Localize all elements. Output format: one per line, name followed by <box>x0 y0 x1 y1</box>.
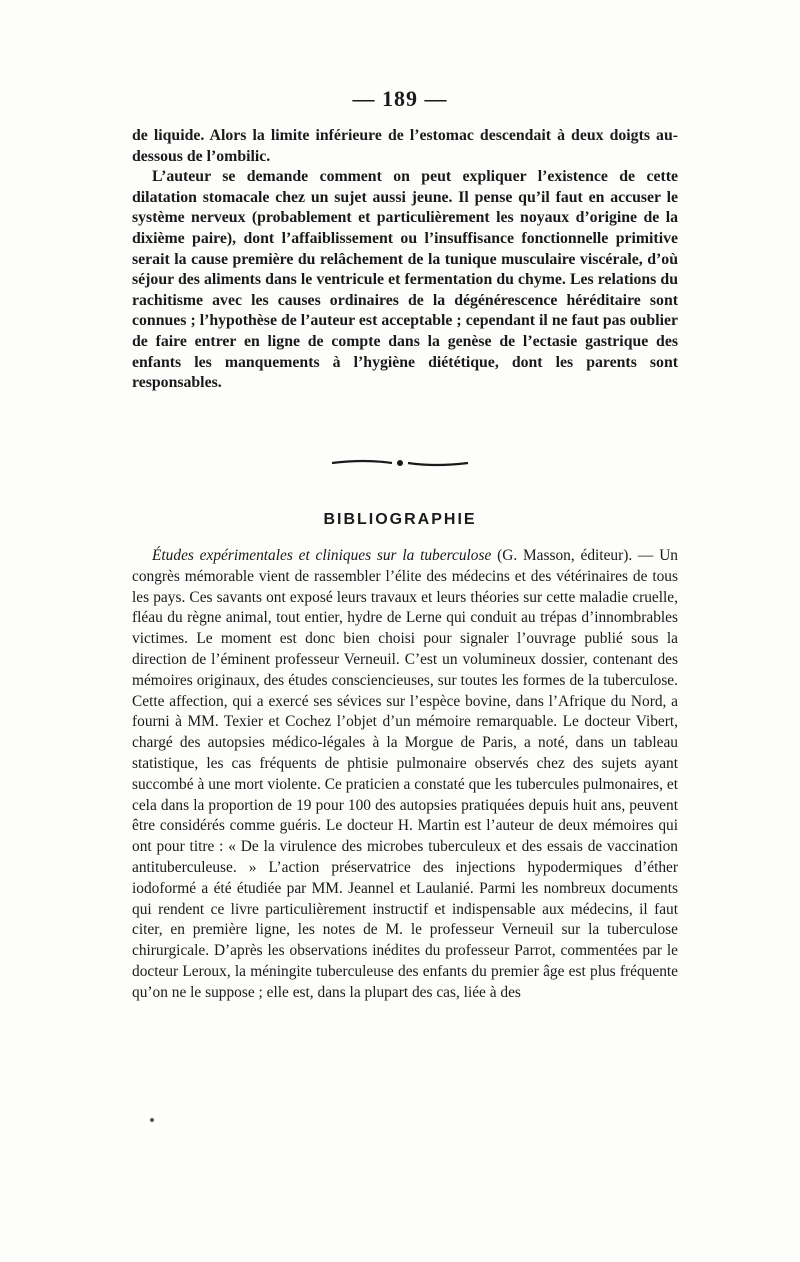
ink-dot <box>150 1118 154 1122</box>
paragraph-continuation: de liquide. Alors la limite inférieure de l’estomac descendait à deux doigts au-dessous de l’ombilic. <box>132 127 678 165</box>
paragraph-author-discussion-text: L’auteur se demande comment on peut expliquer l’existence de cette dilatation stomacale chez un sujet aussi jeune. Il pense qu’il faut en accuser le système nerveux (probablement et particulièrement les noyaux d’origine de la dixième paire), dont l’affaiblissement ou l’insuffisance fonctionnelle primitive serait la cause première du relâchement de la tunique musculaire viscérale, d’où séjour des aliments dans le ventricule et fermentation du chyme. Les relations du rachitisme avec les causes ordinaires de la dégénérescence héréditaire sont connues ; l’hypothèse de l’auteur est acceptable ; cependant il ne faut pas oublier de faire entrer en ligne de compte dans la genèse de l’ectasie gastrique des enfants les manquements à l’hygiène diététique, dont les parents sont responsables. <box>132 168 678 392</box>
section-separator <box>330 458 470 468</box>
entry-body: Un congrès mémorable vient de rassembler l’élite des médecins et des vétérinaires de tous les pays. Ces savants ont exposé leurs travaux et leurs théories sur cette maladie cruelle, fléau du règne animal, tout entier, hydre de Lerne qui conduit au trépas d’innombrables victimes. Le moment est donc bien choisi pour signaler l’ouvrage publié sous la direction de l’éminent professeur Verneuil. C’est un volumineux dossier, contenant des mémoires originaux, des études consciencieuses, sur toutes les formes de la tuberculose. Cette affection, qui a exercé ses sévices sur l’espèce bovine, dans l’Afrique du Nord, a fourni à MM. Texier et Cochez l’objet d’un mémoire remarquable. Le docteur Vibert, chargé des autopsies médico-légales à la Morgue de Paris, a noté, dans un tableau statistique, les cas fréquents de phtisie pulmonaire observés chez des sujets ayant succombé à une mort violente. Ce praticien a constaté que les tubercules pulmonaires, et cela dans la proportion de 19 pour 100 des autopsies pratiquées depuis huit ans, peuvent être considérés comme guéris. Le docteur H. Martin est l’auteur de deux mémoires qui ont pour titre : « De la virulence des microbes tuberculeux et des essais de vaccination antituberculeuse. » L’action préservatrice des injections hypodermiques d’éther iodoformé a été étudiée par MM. Jeannel et Laulanié. Parmi les nombreux documents qui rendent ce livre particulièrement instructif et indispensable aux médecins, il faut citer, en première ligne, les notes de M. le professeur Verneuil sur la tuberculose chirurgicale. D’après les observations inédites du professeur Parrot, commentées par le docteur Leroux, la méningite tuberculeuse des enfants du premier âge est plus fréquente qu’on ne le suppose ; elle est, dans la plupart des cas, liée à des <box>132 547 678 1001</box>
entry-title: Études expérimentales et cliniques sur la tuberculose <box>152 547 492 564</box>
page-number: — 189 — <box>352 86 448 111</box>
section-heading: BIBLIOGRAPHIE <box>323 511 477 528</box>
bibliography-paragraph <box>132 546 678 1004</box>
bibliography-entry <box>132 546 678 1004</box>
top-text-block <box>132 126 678 394</box>
entry-publisher: (G. Masson, éditeur). — <box>491 547 660 564</box>
paragraph-author-discussion <box>132 167 678 394</box>
